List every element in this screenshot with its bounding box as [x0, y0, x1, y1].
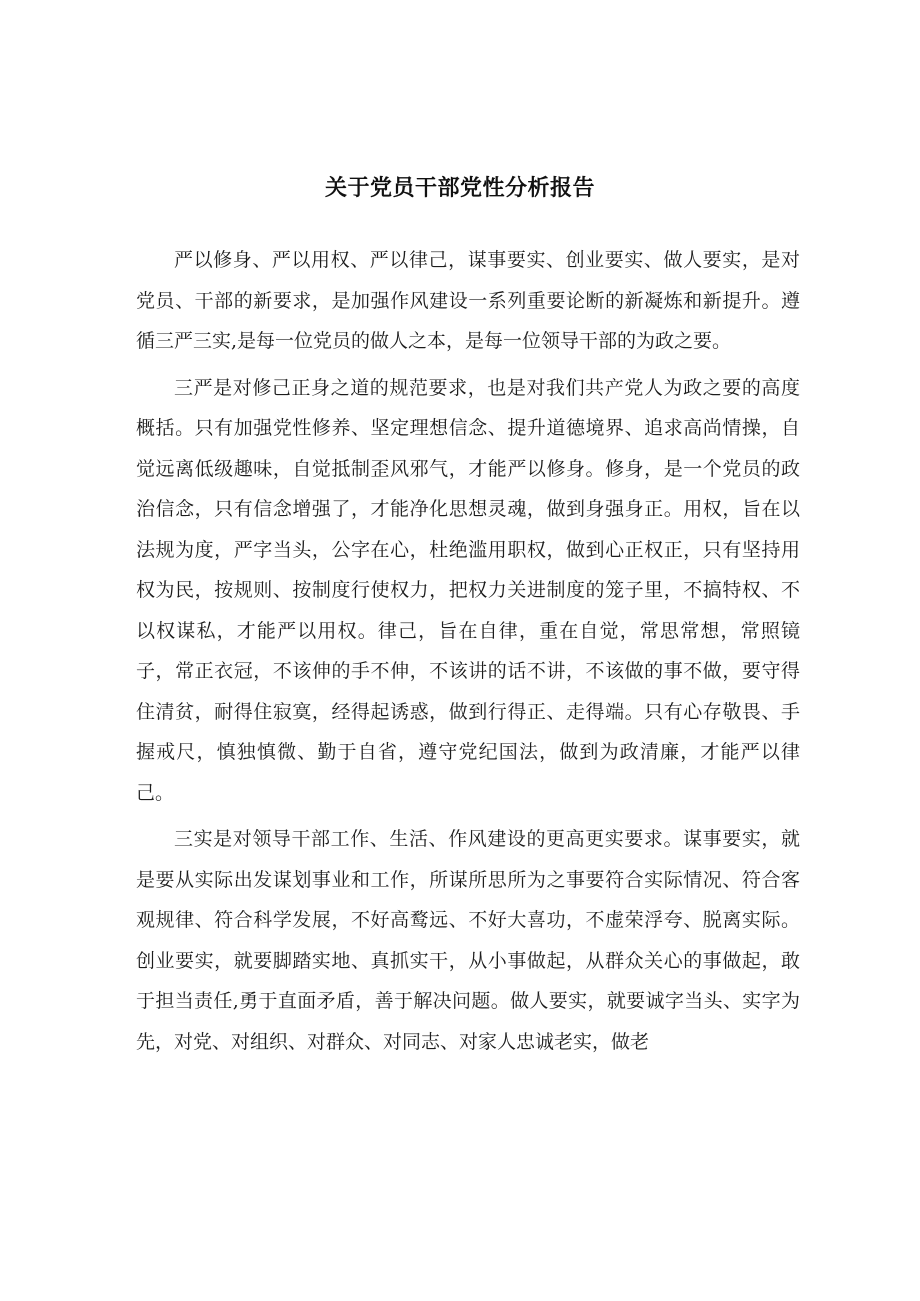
document-title: 关于党员干部党性分析报告	[324, 176, 595, 201]
document-body	[136, 240, 800, 1068]
paragraph-three-solids: 三实是对领导干部工作、生活、作风建设的更高更实要求。谋事要实，就是要从实际出发谋划事业和工作，所谋所思所为之事要符合实际情况、符合客观规律、符合科学发展，不好高鹜远、不好大喜功，不虚荣浮夸、脱离实际。创业要实，就要脚踏实地、真抓实干，从小事做起，从群众关心的事做起，敢于担当责任,勇于直面矛盾，善于解决问题。做人要实，就要诚字当头、实字为先，对党、对组织、对群众、对同志、对家人忠诚老实，做老	[136, 828, 800, 1053]
paragraph-intro: 严以修身、严以用权、严以律己，谋事要实、创业要实、做人要实，是对党员、干部的新要求，是加强作风建设一系列重要论断的新凝炼和新提升。遵循三严三实,是每一位党员的做人之本，是每一位领导干部的为政之要。	[136, 249, 800, 352]
paragraph-three-stricts: 三严是对修己正身之道的规范要求，也是对我们共产党人为政之要的高度概括。只有加强党性修养、坚定理想信念、提升道德境界、追求高尚情操，自觉远离低级趣味，自觉抵制歪风邪气，才能严以修身。修身，是一个党员的政治信念，只有信念增强了，才能净化思想灵魂，做到身强身正。用权，旨在以法规为度，严字当头，公字在心，杜绝滥用职权，做到心正权正，只有坚持用权为民，按规则、按制度行使权力，把权力关进制度的笼子里，不搞特权、不以权谋私，才能严以用权。律己，旨在自律，重在自觉，常思常想，常照镜子，常正衣冠，不该伸的手不伸，不该讲的话不讲，不该做的事不做，要守得住清贫，耐得住寂寞，经得起诱惑，做到行得正、走得端。只有心存敬畏、手握戒尺，慎独慎微、勤于自省，遵守党纪国法，做到为政清廉，才能严以律己。	[136, 376, 800, 804]
